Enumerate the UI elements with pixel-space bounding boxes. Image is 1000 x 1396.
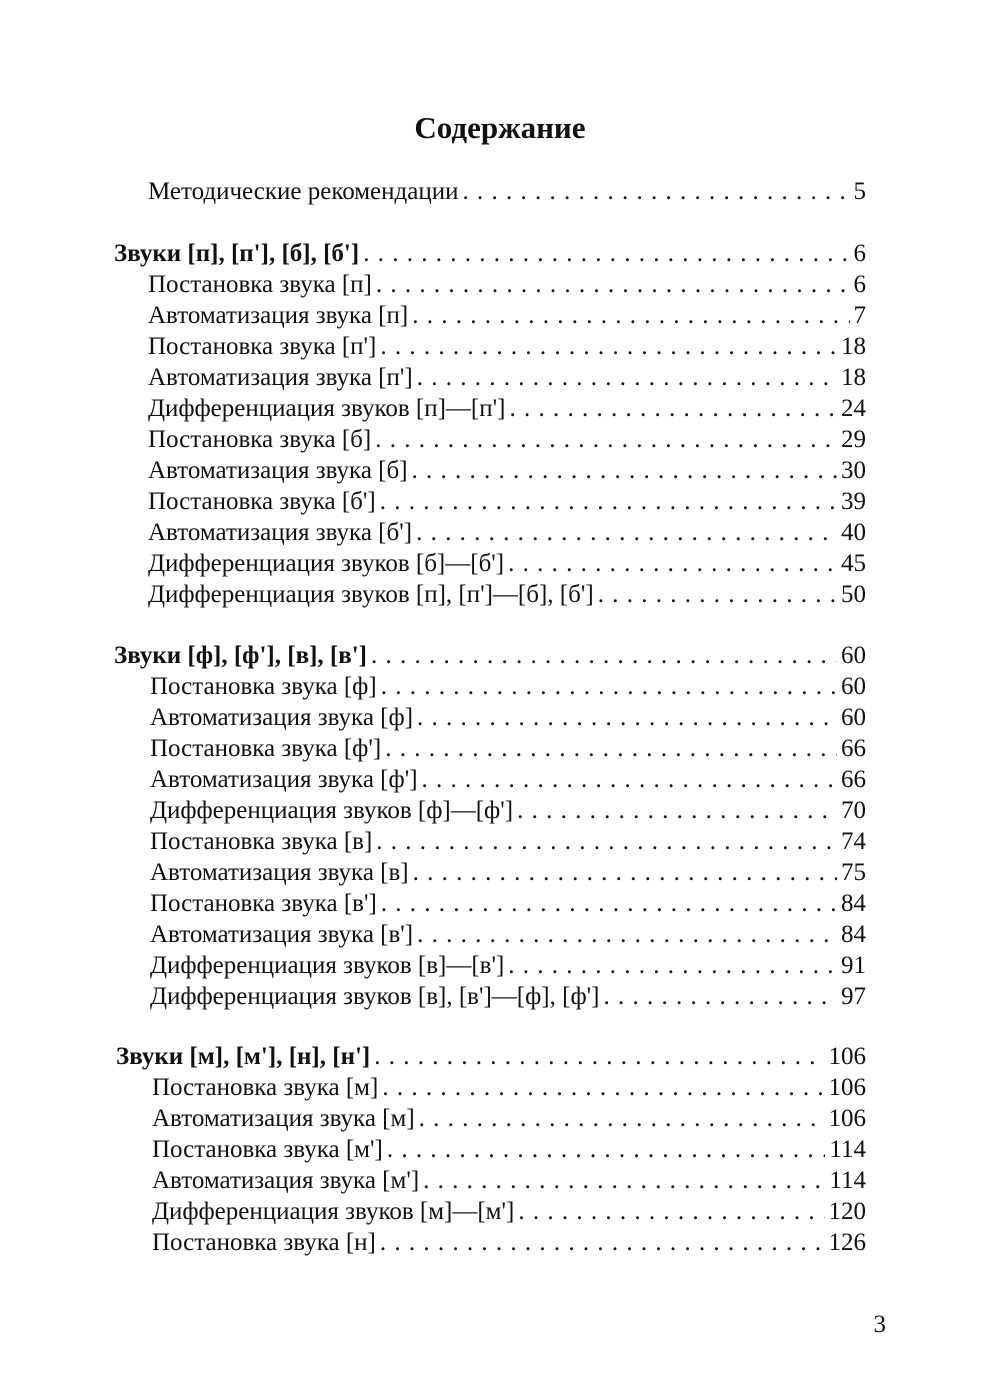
leader-dots [462,177,849,207]
toc-entry[interactable] [152,1166,866,1196]
leader-dots [508,549,837,579]
leader-dots [413,858,837,888]
toc-entry-page: 60 [841,704,866,731]
leader-dots [375,425,837,455]
toc-entry-page: 106 [828,1105,866,1132]
toc-entry-label: Автоматизация звука [в'] [150,921,414,948]
toc-entry-page: 24 [841,395,866,422]
leader-dots [517,796,837,826]
toc-entry-label: Дифференциация звуков [м]—[м'] [152,1198,515,1225]
leader-dots [371,641,837,671]
toc-entry-page: 66 [841,735,866,762]
leader-dots [380,332,837,362]
leader-dots [380,487,837,517]
leader-dots [385,734,837,764]
toc-entry-page: 74 [841,828,866,855]
toc-entry-label: Дифференциация звуков [п]—[п'] [148,395,506,422]
toc-entry-label: Дифференциация звуков [ф]—[ф'] [150,797,514,824]
toc-entry-page: 5 [853,178,866,205]
toc-entry[interactable] [148,487,866,517]
toc-entry[interactable] [150,858,866,888]
toc-entry[interactable] [148,549,866,579]
page-title: Содержание [414,110,586,145]
toc-entry[interactable] [148,363,866,393]
toc-section-label: Звуки [п], [п'], [б], [б'] [114,240,360,267]
toc-entry-page: 97 [841,983,866,1010]
toc-entry[interactable] [150,982,866,1012]
leader-dots [374,1042,824,1072]
toc-entry[interactable] [148,394,866,424]
leader-dots [417,920,837,950]
toc-entry[interactable] [150,951,866,981]
toc-entry-label: Постановка звука [ф] [150,673,377,700]
toc-entry-page: 91 [841,952,866,979]
toc-section-page: 60 [841,642,866,669]
leader-dots [376,827,837,857]
leader-dots [417,703,837,733]
toc-entry-label: Автоматизация звука [м'] [152,1167,420,1194]
toc-entry[interactable] [148,270,866,300]
toc-entry-label: Методические рекомендации [148,178,459,205]
toc-entry[interactable] [150,827,866,857]
toc-entry-label: Постановка звука [в] [150,828,373,855]
leader-dots [387,1135,826,1165]
toc-entry-label: Постановка звука [м'] [152,1136,383,1163]
toc-section[interactable] [116,1042,866,1072]
toc-section-page: 106 [828,1043,866,1070]
toc-section[interactable] [114,641,866,671]
toc-entry-label: Дифференциация звуков [в]—[в'] [150,952,505,979]
toc-entry-page: 29 [841,426,866,453]
leader-dots [381,672,837,702]
page-number: 3 [873,1311,886,1338]
toc-entry-label: Дифференциация звуков [в], [в']—[ф], [ф'] [150,983,600,1010]
toc-entry-page: 66 [841,766,866,793]
leader-dots [382,1073,824,1103]
toc-entry-page: 18 [841,364,866,391]
toc-entry-page: 114 [829,1167,866,1194]
leader-dots [604,982,838,1012]
toc-entry-label: Постановка звука [н] [152,1229,376,1256]
leader-dots [598,580,837,610]
toc-entry-label: Постановка звука [ф'] [150,735,382,762]
toc-entry[interactable] [148,177,866,207]
toc-entry[interactable] [152,1073,866,1103]
leader-dots [518,1197,824,1227]
leader-dots [412,456,837,486]
toc-section-page: 6 [853,240,866,267]
toc-entry[interactable] [152,1135,866,1165]
toc-entry-label: Постановка звука [п'] [148,333,377,360]
toc-entry[interactable] [148,332,866,362]
leader-dots [376,270,850,300]
toc-entry-label: Автоматизация звука [б] [148,457,408,484]
toc-entry[interactable] [152,1197,866,1227]
toc-section[interactable] [114,239,866,269]
toc-entry[interactable] [150,920,866,950]
leader-dots [380,1228,825,1258]
toc-entry-label: Автоматизация звука [ф] [150,704,414,731]
toc-section-label: Звуки [ф], [ф'], [в], [в'] [114,642,367,669]
toc-entry-label: Постановка звука [б'] [148,488,376,515]
toc-entry-page: 45 [841,550,866,577]
toc-entry[interactable] [150,796,866,826]
toc-entry[interactable] [148,580,866,610]
toc-entry-label: Автоматизация звука [п'] [148,364,413,391]
toc-entry-page: 6 [853,271,866,298]
toc-entry[interactable] [150,889,866,919]
toc-entry[interactable] [148,425,866,455]
toc-entry-page: 84 [841,890,866,917]
toc-entry-label: Автоматизация звука [п] [148,302,409,329]
toc-entry[interactable] [148,518,866,548]
leader-dots [422,765,837,795]
leader-dots [419,1104,825,1134]
toc-entry-label: Автоматизация звука [б'] [148,519,413,546]
leader-dots [416,518,837,548]
toc-entry[interactable] [150,672,866,702]
toc-entry-label: Автоматизация звука [м] [152,1105,415,1132]
toc-entry-label: Постановка звука [м] [152,1074,379,1101]
toc-entry-page: 50 [841,581,866,608]
toc-entry-page: 106 [828,1074,866,1101]
toc-entry-label: Постановка звука [в'] [150,890,377,917]
toc-entry-label: Автоматизация звука [ф'] [150,766,418,793]
toc-entry[interactable] [150,765,866,795]
toc-entry[interactable] [150,734,866,764]
toc-entry[interactable] [152,1104,866,1134]
leader-dots [412,301,849,331]
leader-dots [423,1166,825,1196]
toc-entry[interactable] [150,703,866,733]
toc-entry-label: Дифференциация звуков [п], [п']—[б], [б'] [148,581,594,608]
toc-entry[interactable] [152,1228,866,1258]
toc-entry-page: 84 [841,921,866,948]
leader-dots [381,889,837,919]
toc-entry-page: 70 [841,797,866,824]
toc-section-label: Звуки [м], [м'], [н], [н'] [116,1043,371,1070]
toc-entry-page: 126 [828,1229,866,1256]
toc-entry-page: 120 [828,1198,866,1225]
toc-entry[interactable] [148,456,866,486]
toc-entry-label: Постановка звука [п] [148,271,372,298]
toc-entry-page: 39 [841,488,866,515]
leader-dots [363,239,849,269]
leader-dots [509,394,837,424]
leader-dots [417,363,837,393]
toc-entry-label: Дифференциация звуков [б]—[б'] [148,550,505,577]
toc-entry-page: 40 [841,519,866,546]
toc-entry-page: 60 [841,673,866,700]
toc-entry[interactable] [148,301,866,331]
toc-entry-page: 114 [829,1136,866,1163]
toc-entry-label: Постановка звука [б] [148,426,372,453]
toc-entry-page: 18 [841,333,866,360]
leader-dots [508,951,837,981]
toc-entry-page: 7 [853,302,866,329]
toc-entry-label: Автоматизация звука [в] [150,859,409,886]
toc-entry-page: 30 [841,457,866,484]
toc-entry-page: 75 [841,859,866,886]
